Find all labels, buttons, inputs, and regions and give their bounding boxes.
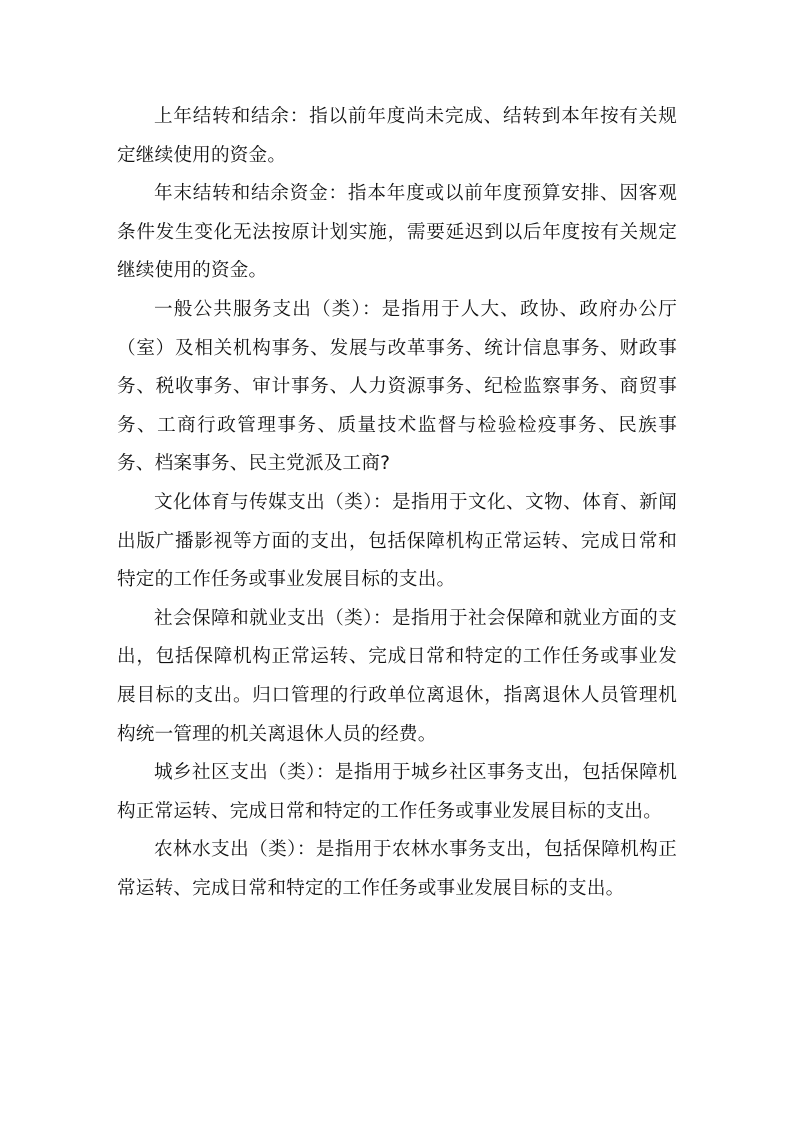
- paragraph-culture-sports-media: 文化体育与传媒支出（类）：是指用于文化、文物、体育、新闻出版广播影视等方面的支出，包括保障机构正常运转、完成日常和特定的工作任务或事业发展目标的支出。: [117, 491, 677, 591]
- paragraph-prior-year-carryover: 上年结转和结余：指以前年度尚未完成、结转到本年按有关规定继续使用的资金。: [117, 106, 677, 166]
- paragraph-year-end-carryover: 年末结转和结余资金：指本年度或以前年度预算安排、因客观条件发生变化无法按原计划实施，需要延迟到以后年度按有关规定继续使用的资金。: [117, 183, 677, 282]
- paragraph-agriculture-forestry-water: 农林水支出（类）：是指用于农林水事务支出，包括保障机构正常运转、完成日常和特定的工作任务或事业发展目标的支出。: [117, 839, 677, 899]
- document-body: [117, 98, 677, 908]
- paragraph-social-security-employment: 社会保障和就业支出（类）：是指用于社会保障和就业方面的支出，包括保障机构正常运转、完成日常和特定的工作任务或事业发展目标的支出。归口管理的行政单位离退休，指离退休人员管理机构统一管理的机关离退休人员的经费。: [117, 607, 677, 745]
- paragraph-general-public-services: 一般公共服务支出（类）：是指用于人大、政协、政府办公厅（室）及相关机构事务、发展与改革事务、统计信息事务、财政事务、税收事务、审计事务、人力资源事务、纪检监察事务、商贸事务、工商行政管理事务、质量技术监督与检验检疫事务、民族事务、档案事务、民主党派及工商?: [117, 298, 677, 475]
- paragraph-urban-rural-community: 城乡社区支出（类）：是指用于城乡社区事务支出，包括保障机构正常运转、完成日常和特定的工作任务或事业发展目标的支出。: [117, 762, 677, 822]
